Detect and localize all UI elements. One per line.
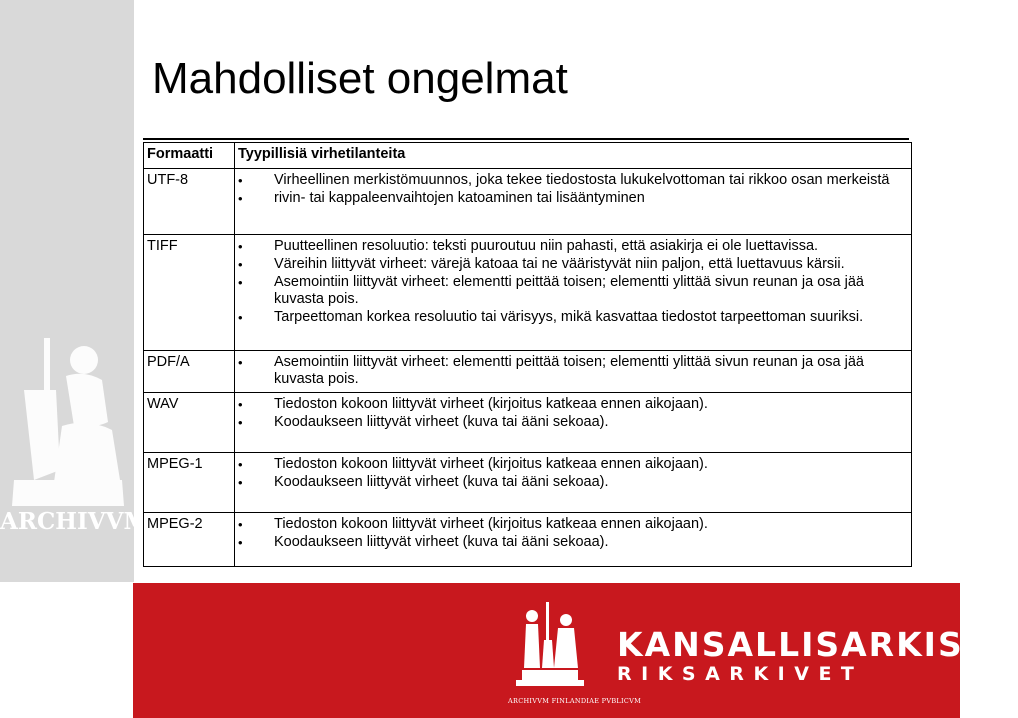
emblem-caption: ARCHIVVM FINLANDIAE PVBLICVM xyxy=(508,697,642,705)
list-item: • Väreihin liittyvät virheet: värejä katoaa tai ne vääristyvät niin paljon, että luettavuus kärsii. xyxy=(238,256,908,273)
list-item: • Koodaukseen liittyvät virheet (kuva tai ääni sekoaa). xyxy=(238,474,908,491)
list-item: • rivin- tai kappaleenvaihtojen katoaminen tai lisääntyminen xyxy=(238,190,908,207)
table-row xyxy=(144,393,912,453)
list-item: • Tiedoston kokoon liittyvät virheet (kirjoitus katkeaa ennen aikojaan). xyxy=(238,516,908,533)
problems-table xyxy=(143,142,912,567)
table-row xyxy=(144,235,912,351)
table-row xyxy=(144,351,912,393)
issue-list xyxy=(238,396,908,431)
table-row xyxy=(144,169,912,235)
row-format: PDF/A xyxy=(144,351,235,393)
issue-list xyxy=(238,456,908,491)
list-item: • Tarpeettoman korkea resoluutio tai värisyys, mikä kasvattaa tiedostot tarpeettoman suuriksi. xyxy=(238,309,908,326)
problems-table-wrap xyxy=(143,142,912,567)
row-issues xyxy=(235,351,912,393)
archivum-statue-icon xyxy=(4,330,132,530)
sidebar-wordmark: ARCHIVVM xyxy=(0,508,149,535)
row-issues xyxy=(235,513,912,567)
table-header-row xyxy=(144,143,912,169)
issue-list xyxy=(238,238,908,326)
row-format: TIFF xyxy=(144,235,235,351)
brand-name: KANSALLISARKISTO xyxy=(617,625,1018,664)
row-format: WAV xyxy=(144,393,235,453)
row-format: MPEG-2 xyxy=(144,513,235,567)
brand-logo xyxy=(617,625,1018,686)
list-item: • Puutteellinen resoluutio: teksti puuroutuu niin pahasti, että asiakirja ei ole luettavissa. xyxy=(238,238,908,255)
list-item: • Tiedoston kokoon liittyvät virheet (kirjoitus katkeaa ennen aikojaan). xyxy=(238,396,908,413)
row-issues xyxy=(235,169,912,235)
slide-title: Mahdolliset ongelmat xyxy=(152,54,568,103)
list-item: • Tiedoston kokoon liittyvät virheet (kirjoitus katkeaa ennen aikojaan). xyxy=(238,456,908,473)
row-issues xyxy=(235,393,912,453)
list-item: • Asemointiin liittyvät virheet: elementti peittää toisen; elementti ylittää sivun reunan ja osa jää kuvasta pois. xyxy=(238,274,908,308)
row-format: UTF-8 xyxy=(144,169,235,235)
header-format: Formaatti xyxy=(144,143,235,169)
brand-subtitle: RIKSARKIVET xyxy=(617,663,864,685)
left-sidebar-band xyxy=(0,0,149,582)
row-format: MPEG-1 xyxy=(144,453,235,513)
table-row xyxy=(144,513,912,567)
row-issues xyxy=(235,453,912,513)
list-item: • Asemointiin liittyvät virheet: elementti peittää toisen; elementti ylittää sivun reunan ja osa jää kuvasta pois. xyxy=(238,354,908,388)
list-item: • Koodaukseen liittyvät virheet (kuva tai ääni sekoaa). xyxy=(238,534,908,551)
list-item: • Koodaukseen liittyvät virheet (kuva tai ääni sekoaa). xyxy=(238,414,908,431)
list-item: • Virheellinen merkistömuunnos, joka tekee tiedostosta lukukelvottoman tai rikkoo osan merkeistä xyxy=(238,172,908,189)
header-issues: Tyypillisiä virhetilanteita xyxy=(235,143,912,169)
table-top-rule xyxy=(143,138,909,140)
archive-emblem-icon xyxy=(508,596,592,700)
issue-list xyxy=(238,354,908,388)
issue-list xyxy=(238,516,908,551)
issue-list xyxy=(238,172,908,207)
row-issues xyxy=(235,235,912,351)
table-row xyxy=(144,453,912,513)
